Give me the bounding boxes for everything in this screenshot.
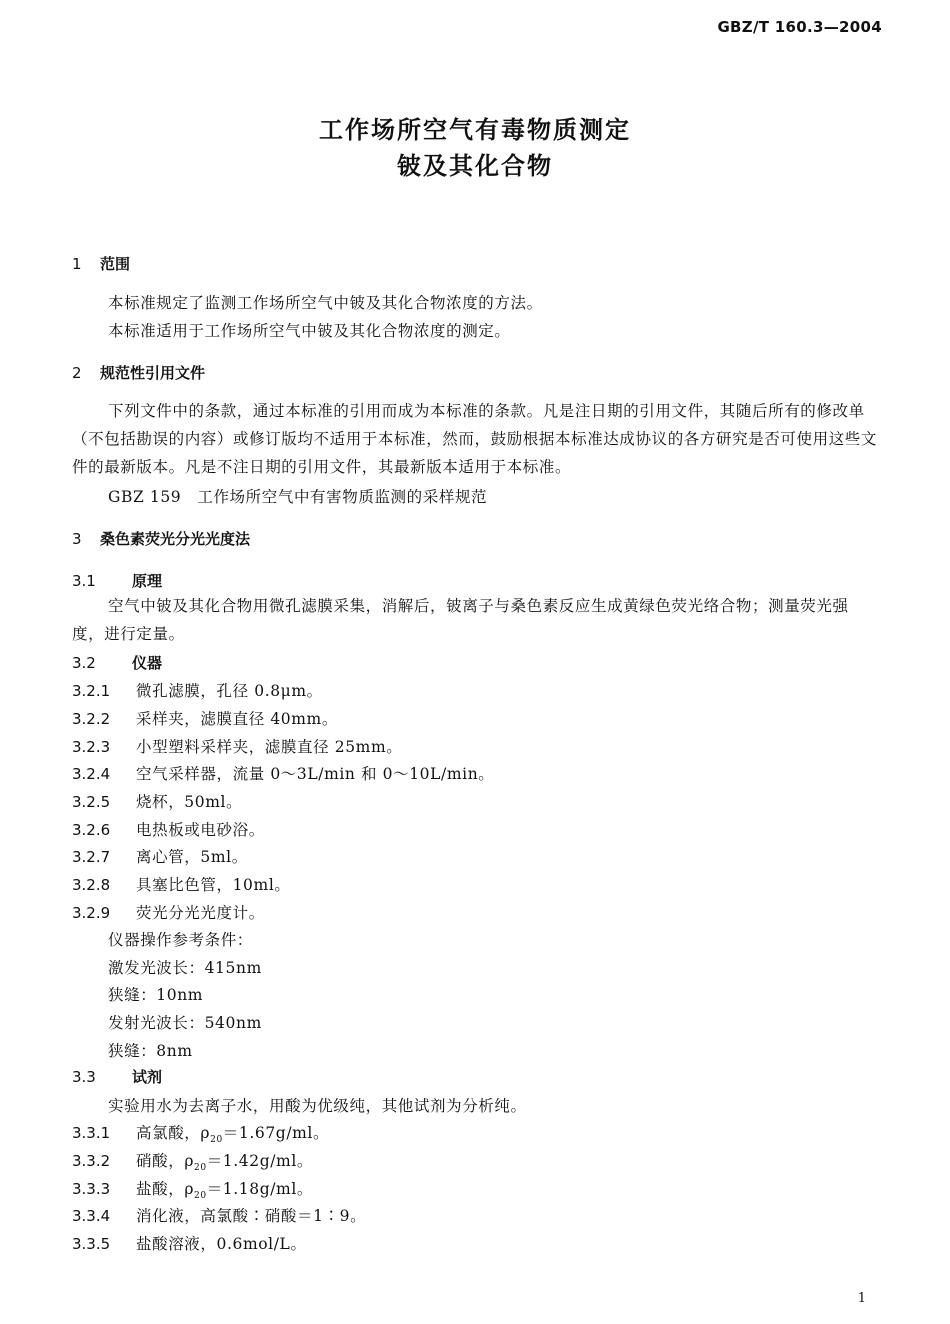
item-text: 荧光分光光度计。 bbox=[136, 904, 265, 922]
item-number: 3.2.4 bbox=[72, 765, 111, 783]
density-value: ＝1.18g/ml。 bbox=[206, 1180, 313, 1198]
item-number: 3.2.6 bbox=[72, 821, 111, 839]
item-text: 微孔滤膜，孔径 0.8μm。 bbox=[136, 682, 323, 700]
list-item bbox=[72, 679, 323, 701]
section-3-heading bbox=[72, 528, 250, 549]
item-number: 3.3.4 bbox=[72, 1207, 111, 1225]
section-title: 规范性引用文件 bbox=[100, 364, 206, 382]
list-item bbox=[72, 1177, 313, 1201]
item-text: 消化液，高氯酸∶硝酸＝1∶9。 bbox=[136, 1207, 367, 1225]
section-3-3-paragraph: 实验用水为去离子水，用酸为优级纯，其他试剂为分析纯。 bbox=[108, 1097, 527, 1115]
section-title: 原理 bbox=[132, 572, 163, 590]
excitation-slit: 狭缝：10nm bbox=[108, 986, 204, 1004]
item-text: 小型塑料采样夹，滤膜直径 25mm。 bbox=[136, 738, 403, 756]
item-number: 3.2.7 bbox=[72, 848, 111, 866]
section-number: 3.1 bbox=[72, 572, 96, 590]
item-number: 3.2.9 bbox=[72, 904, 111, 922]
section-3-1-paragraph: 空气中铍及其化合物用微孔滤膜采集，消解后，铍离子与桑色素反应生成黄绿色荧光络合物；测量荧光强度，进行定量。 bbox=[72, 597, 849, 643]
reagent-name: 盐酸， bbox=[136, 1180, 185, 1198]
emission-wavelength: 发射光波长：540nm bbox=[108, 1014, 262, 1032]
section-title: 桑色素荧光分光光度法 bbox=[100, 530, 251, 548]
section-number: 3 bbox=[72, 530, 82, 548]
list-item bbox=[72, 1149, 313, 1173]
item-text: 盐酸溶液，0.6mol/L。 bbox=[136, 1235, 307, 1253]
item-text bbox=[136, 1124, 330, 1146]
density-value: ＝1.67g/ml。 bbox=[222, 1124, 330, 1142]
density-subscript: 20 bbox=[194, 1191, 207, 1202]
list-item bbox=[72, 762, 494, 784]
list-item bbox=[72, 1121, 329, 1145]
item-number: 3.2.5 bbox=[72, 793, 111, 811]
section-1-heading bbox=[72, 253, 130, 274]
density-symbol: ρ bbox=[184, 1152, 195, 1170]
item-number: 3.2.3 bbox=[72, 738, 111, 756]
emission-slit: 狭缝：8nm bbox=[108, 1042, 193, 1060]
section-3-3-heading bbox=[72, 1066, 162, 1087]
item-number: 3.3.1 bbox=[72, 1124, 111, 1142]
document-subtitle: 铍及其化合物 bbox=[397, 152, 553, 180]
item-text: 空气采样器，流量 0～3L/min 和 0～10L/min。 bbox=[136, 765, 495, 783]
reagent-name: 硝酸， bbox=[136, 1152, 185, 1170]
density-subscript: 20 bbox=[210, 1135, 223, 1146]
section-1-paragraph-1: 本标准规定了监测工作场所空气中铍及其化合物浓度的方法。 bbox=[108, 294, 543, 312]
density-symbol: ρ bbox=[200, 1124, 211, 1142]
section-1-paragraph-2: 本标准适用于工作场所空气中铍及其化合物浓度的测定。 bbox=[108, 322, 511, 340]
item-text: 烧杯，50ml。 bbox=[136, 793, 243, 811]
section-number: 3.3 bbox=[72, 1068, 96, 1086]
reagent-name: 高氯酸， bbox=[136, 1124, 201, 1142]
item-number: 3.3.5 bbox=[72, 1235, 111, 1253]
item-number: 3.2.1 bbox=[72, 682, 111, 700]
section-title: 仪器 bbox=[132, 654, 163, 672]
instrument-conditions-label: 仪器操作参考条件： bbox=[108, 931, 253, 949]
standard-number: GBZ/T 160.3—2004 bbox=[717, 18, 882, 36]
page-number: 1 bbox=[857, 1291, 866, 1306]
density-symbol: ρ bbox=[184, 1180, 195, 1198]
item-number: 3.2.8 bbox=[72, 876, 111, 894]
section-title: 试剂 bbox=[132, 1068, 163, 1086]
item-text: 采样夹，滤膜直径 40mm。 bbox=[136, 710, 338, 728]
normative-reference: GBZ 159 工作场所空气中有害物质监测的采样规范 bbox=[108, 488, 488, 506]
list-item bbox=[72, 707, 338, 729]
item-text bbox=[136, 1152, 313, 1174]
section-3-1-heading bbox=[72, 570, 162, 591]
section-number: 1 bbox=[72, 255, 82, 273]
item-number: 3.3.2 bbox=[72, 1152, 111, 1170]
document-title: 工作场所空气有毒物质测定 bbox=[319, 116, 631, 144]
list-item bbox=[72, 901, 265, 923]
list-item bbox=[72, 873, 290, 895]
item-number: 3.3.3 bbox=[72, 1180, 111, 1198]
list-item bbox=[72, 818, 265, 840]
item-text: 具塞比色管，10ml。 bbox=[136, 876, 291, 894]
list-item bbox=[72, 790, 242, 812]
item-text bbox=[136, 1180, 313, 1202]
section-title: 范围 bbox=[100, 255, 131, 273]
list-item bbox=[72, 1204, 366, 1226]
section-number: 2 bbox=[72, 364, 82, 382]
density-value: ＝1.42g/ml。 bbox=[206, 1152, 313, 1170]
excitation-wavelength: 激发光波长：415nm bbox=[108, 959, 262, 977]
section-2-heading bbox=[72, 362, 205, 383]
section-3-2-heading bbox=[72, 652, 162, 673]
item-number: 3.2.2 bbox=[72, 710, 111, 728]
density-subscript: 20 bbox=[194, 1163, 207, 1174]
item-text: 电热板或电砂浴。 bbox=[136, 821, 265, 839]
list-item bbox=[72, 845, 248, 867]
item-text: 离心管，5ml。 bbox=[136, 848, 248, 866]
section-number: 3.2 bbox=[72, 654, 96, 672]
list-item bbox=[72, 735, 402, 757]
list-item bbox=[72, 1232, 307, 1254]
section-2-paragraph: 下列文件中的条款，通过本标准的引用而成为本标准的条款。凡是注日期的引用文件，其随后所有的修改单（不包括勘误的内容）或修订版均不适用于本标准，然而，鼓励根据本标准达成协议的各方研究是否可使用这些文件的最新版本。凡是不注日期的引用文件，其最新版本适用于本标准。 bbox=[72, 402, 878, 476]
